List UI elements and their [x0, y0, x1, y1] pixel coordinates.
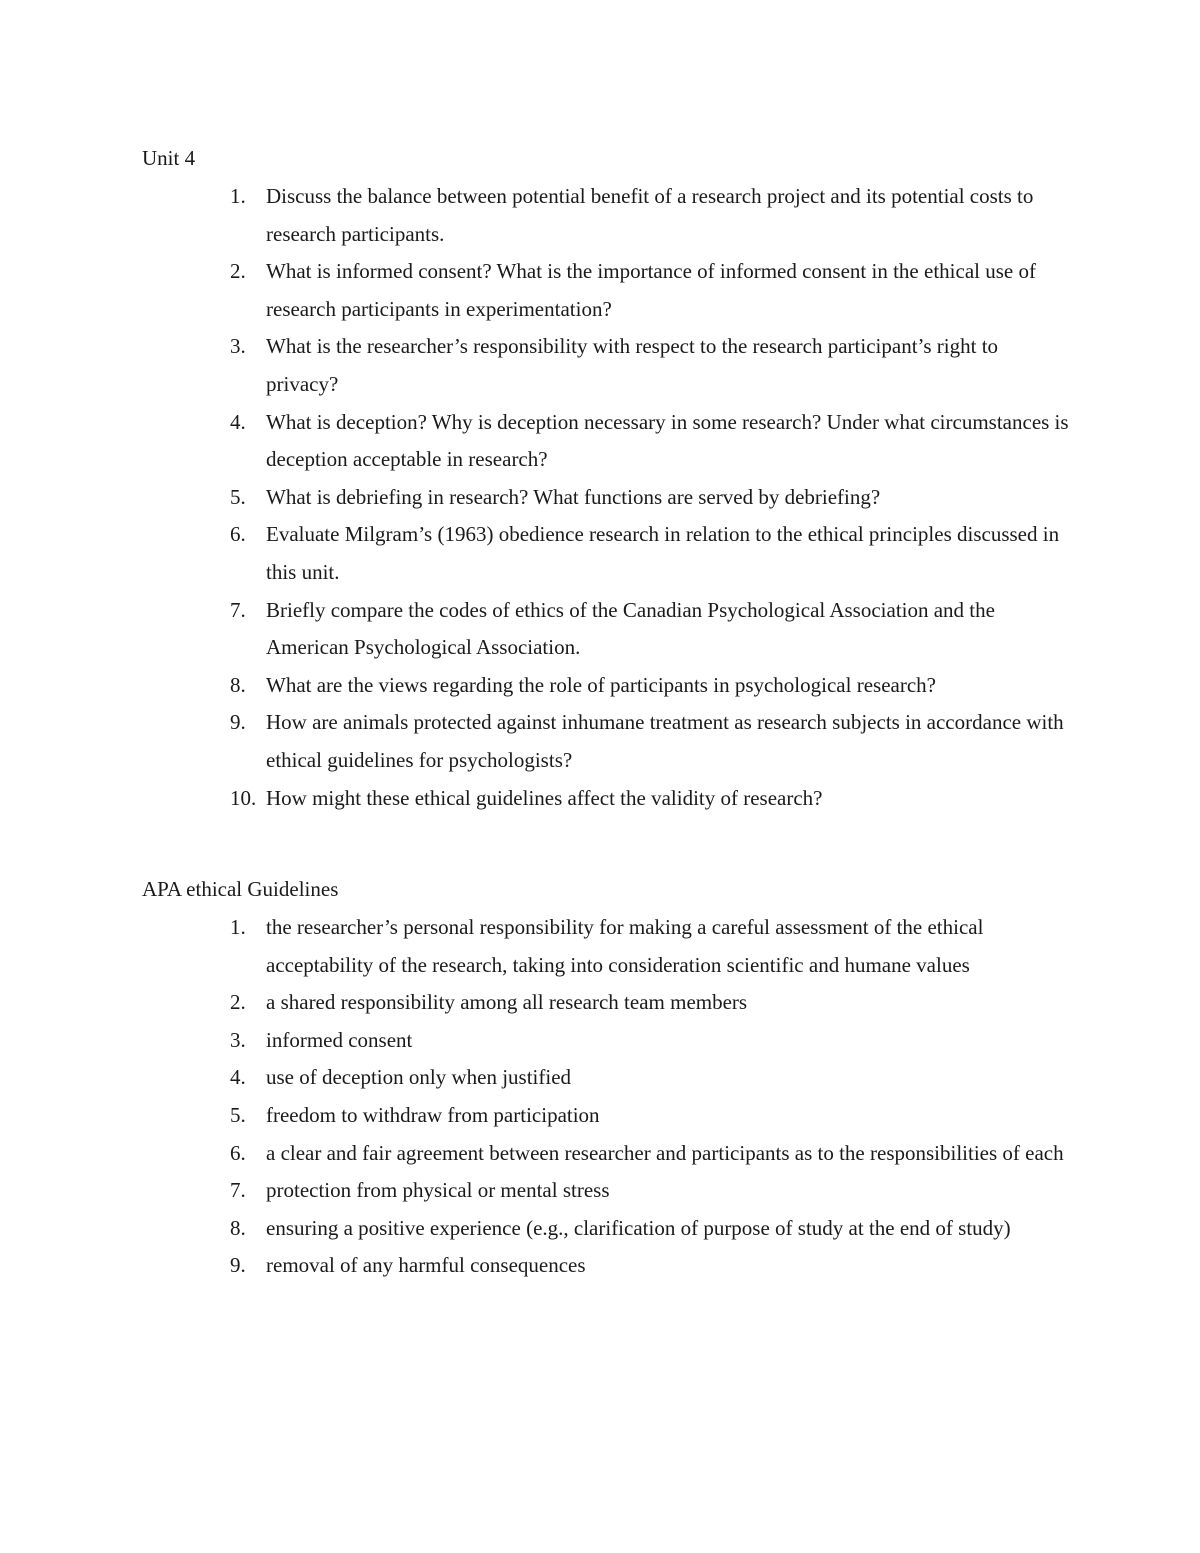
item-number: 2. [230, 990, 246, 1015]
item-text: informed consent [266, 1027, 413, 1052]
list-item [142, 178, 1072, 253]
item-number: 4. [230, 1065, 246, 1090]
unit-section [142, 141, 1072, 817]
list-item [142, 328, 1072, 403]
item-number: 3. [230, 1027, 246, 1052]
unit-heading: Unit 4 [142, 146, 196, 170]
item-text: use of deception only when justified [266, 1065, 572, 1090]
list-item [142, 984, 1072, 1022]
item-number: 6. [230, 522, 246, 547]
apa-section [142, 872, 1072, 1285]
list-item [142, 667, 1072, 705]
apa-guideline-list [142, 909, 1072, 1285]
list-item [142, 780, 1072, 818]
item-text: How might these ethical guidelines affect the validity of research? [266, 785, 823, 810]
list-item [142, 404, 1072, 479]
item-number: 8. [230, 672, 246, 697]
item-number: 6. [230, 1140, 246, 1165]
list-item [142, 592, 1072, 667]
item-number: 10. [230, 785, 257, 810]
item-number: 3. [230, 334, 246, 359]
item-number: 5. [230, 1102, 246, 1127]
item-text: freedom to withdraw from participation [266, 1102, 600, 1127]
unit-question-list [142, 178, 1072, 817]
item-text: the researcher’s personal responsibility for making a careful assessment of the ethical acceptability of the research, taking into consideration scientific and humane values [266, 915, 984, 977]
list-item [142, 909, 1072, 984]
list-item [142, 1059, 1072, 1097]
item-number: 5. [230, 484, 246, 509]
list-item [142, 1097, 1072, 1135]
item-number: 4. [230, 409, 246, 434]
item-text: Briefly compare the codes of ethics of the Canadian Psychological Association and the American Psychological Association. [266, 597, 995, 660]
list-item [142, 516, 1072, 591]
item-text: a shared responsibility among all research team members [266, 990, 748, 1015]
item-number: 1. [230, 184, 246, 208]
item-text: What is debriefing in research? What functions are served by debriefing? [266, 484, 881, 509]
item-text: removal of any harmful consequences [266, 1253, 586, 1278]
item-text: What are the views regarding the role of participants in psychological research? [266, 672, 936, 697]
item-text: protection from physical or mental stress [266, 1178, 610, 1203]
item-number: 8. [230, 1215, 246, 1240]
item-number: 9. [230, 1253, 246, 1278]
item-number: 1. [230, 915, 246, 939]
item-number: 7. [230, 1178, 246, 1203]
item-text: What is deception? Why is deception necessary in some research? Under what circumstances is deception acceptable in research? [266, 409, 1069, 472]
list-item [142, 253, 1072, 328]
item-number: 2. [230, 259, 246, 284]
list-item [142, 479, 1072, 517]
item-number: 7. [230, 597, 246, 622]
item-text: ensuring a positive experience (e.g., clarification of purpose of study at the end of study) [266, 1215, 1011, 1240]
item-text: Discuss the balance between potential benefit of a research project and its potential costs to research participants. [266, 184, 1034, 246]
list-item [142, 1172, 1072, 1210]
item-text: How are animals protected against inhumane treatment as research subjects in accordance with ethical guidelines for psychologists? [266, 710, 1064, 772]
item-text: What is informed consent? What is the importance of informed consent in the ethical use of research participants in experimentation? [266, 259, 1036, 321]
list-item [142, 1135, 1072, 1173]
list-item [142, 704, 1072, 779]
item-text: Evaluate Milgram’s (1963) obedience research in relation to the ethical principles discussed in this unit. [266, 522, 1060, 584]
list-item [142, 1247, 1072, 1285]
item-text: a clear and fair agreement between researcher and participants as to the responsibilities of each [266, 1140, 1064, 1165]
list-item [142, 1022, 1072, 1060]
item-number: 9. [230, 710, 246, 735]
list-item [142, 1210, 1072, 1248]
item-text: What is the researcher’s responsibility with respect to the research participant’s right to privacy? [266, 334, 999, 396]
apa-heading: APA ethical Guidelines [142, 877, 339, 901]
